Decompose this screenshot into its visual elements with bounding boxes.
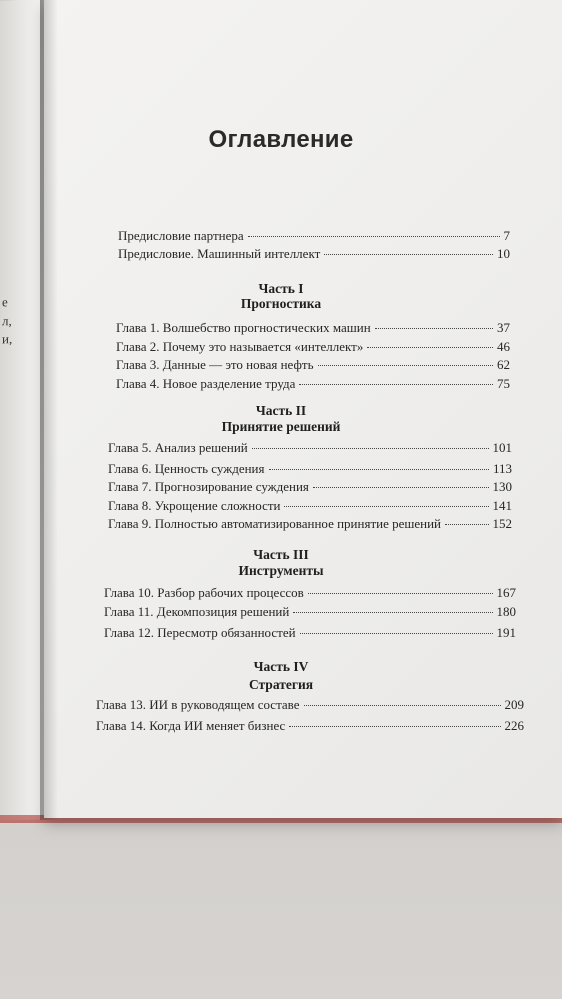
toc-entry-page: 10	[497, 246, 510, 261]
toc-entry	[108, 461, 512, 477]
toc-entry-page: 101	[492, 440, 512, 455]
toc-entry	[104, 625, 516, 641]
toc-entry-page: 37	[497, 320, 510, 335]
toc-entry-label: Глава 1. Волшебство прогностических машин	[116, 320, 371, 335]
toc-entry-page: 180	[496, 604, 516, 619]
toc-leader	[445, 524, 488, 525]
toc-entry-page: 191	[496, 625, 516, 640]
toc-leader	[299, 384, 493, 385]
toc-leader	[324, 254, 493, 255]
toc-entry-label: Глава 4. Новое разделение труда	[116, 376, 296, 391]
part-number: Часть IV	[253, 659, 309, 674]
toc-entry-page: 141	[492, 498, 512, 513]
toc-entry-label: Глава 3. Данные — это новая нефть	[116, 357, 314, 372]
toc-leader	[300, 633, 493, 634]
toc-entry-label: Глава 10. Разбор рабочих процессов	[104, 585, 304, 600]
toc-entry	[116, 339, 510, 355]
toc-leader	[252, 448, 489, 449]
part-number: Часть III	[253, 547, 309, 562]
toc-leader	[248, 236, 500, 237]
toc-entry	[96, 718, 524, 734]
toc-entry-label: Глава 7. Прогнозирование суждения	[108, 479, 309, 494]
toc-entry-page: 226	[504, 718, 524, 733]
toc-entry-label: Глава 11. Декомпозиция решений	[104, 604, 290, 619]
part-name: Инструменты	[238, 563, 324, 578]
toc-entry-label: Глава 12. Пересмотр обязанностей	[104, 625, 296, 640]
toc-entry-page: 130	[492, 479, 512, 494]
toc-entry-page: 62	[497, 357, 510, 372]
toc-entry	[104, 604, 516, 620]
left-page-fragment: и,	[2, 331, 13, 347]
toc-entry	[108, 479, 512, 495]
part-name: Стратегия	[248, 677, 314, 692]
part-number: Часть II	[255, 403, 307, 418]
toc-leader	[375, 328, 493, 329]
toc-entry-label: Глава 2. Почему это называется «интеллект»	[116, 339, 364, 354]
toc-entry-label: Глава 13. ИИ в руководящем составе	[96, 697, 300, 712]
page-title: Оглавление	[208, 126, 354, 153]
toc-entry-page: 152	[492, 516, 512, 531]
toc-leader	[293, 612, 492, 613]
toc-entry	[116, 376, 510, 392]
toc-entry-label: Глава 9. Полностью автоматизированное принятие решений	[108, 516, 442, 531]
toc-leader	[318, 365, 493, 366]
toc-leader	[308, 593, 493, 594]
part-name: Прогностика	[240, 296, 322, 311]
toc-leader	[269, 469, 489, 470]
toc-entry	[118, 246, 510, 262]
toc-leader	[304, 705, 501, 706]
toc-entry	[96, 697, 524, 713]
toc-entry	[118, 228, 510, 244]
toc-entry	[116, 357, 510, 373]
toc-entry-label: Предисловие партнера	[118, 228, 244, 243]
toc-entry-page: 75	[497, 376, 510, 391]
toc-entry-page: 209	[504, 697, 524, 712]
toc-entry-label: Глава 6. Ценность суждения	[108, 461, 265, 476]
toc-entry	[108, 516, 512, 532]
part-number: Часть I	[258, 281, 304, 296]
toc-entry	[108, 498, 512, 514]
toc-leader	[313, 487, 489, 488]
toc-leader	[367, 347, 493, 348]
toc-entry-page: 167	[496, 585, 516, 600]
toc-entry-label: Глава 14. Когда ИИ меняет бизнес	[96, 718, 286, 733]
left-page-fragment: е	[2, 294, 8, 310]
toc-entry	[108, 440, 512, 456]
toc-entry	[104, 585, 516, 601]
part-name: Принятие решений	[221, 419, 341, 434]
toc-leader	[284, 506, 488, 507]
toc-entry	[116, 320, 510, 336]
toc-leader	[289, 726, 500, 727]
toc-entry-label: Глава 5. Анализ решений	[108, 440, 248, 455]
left-page-fragment: л,	[2, 313, 12, 329]
toc-entry-page: 7	[503, 228, 510, 243]
toc-entry-page: 46	[497, 339, 510, 354]
toc-entry-label: Глава 8. Укрощение сложности	[108, 498, 281, 513]
toc-entry-label: Предисловие. Машинный интеллект	[118, 246, 321, 261]
toc-entry-page: 113	[492, 461, 512, 476]
